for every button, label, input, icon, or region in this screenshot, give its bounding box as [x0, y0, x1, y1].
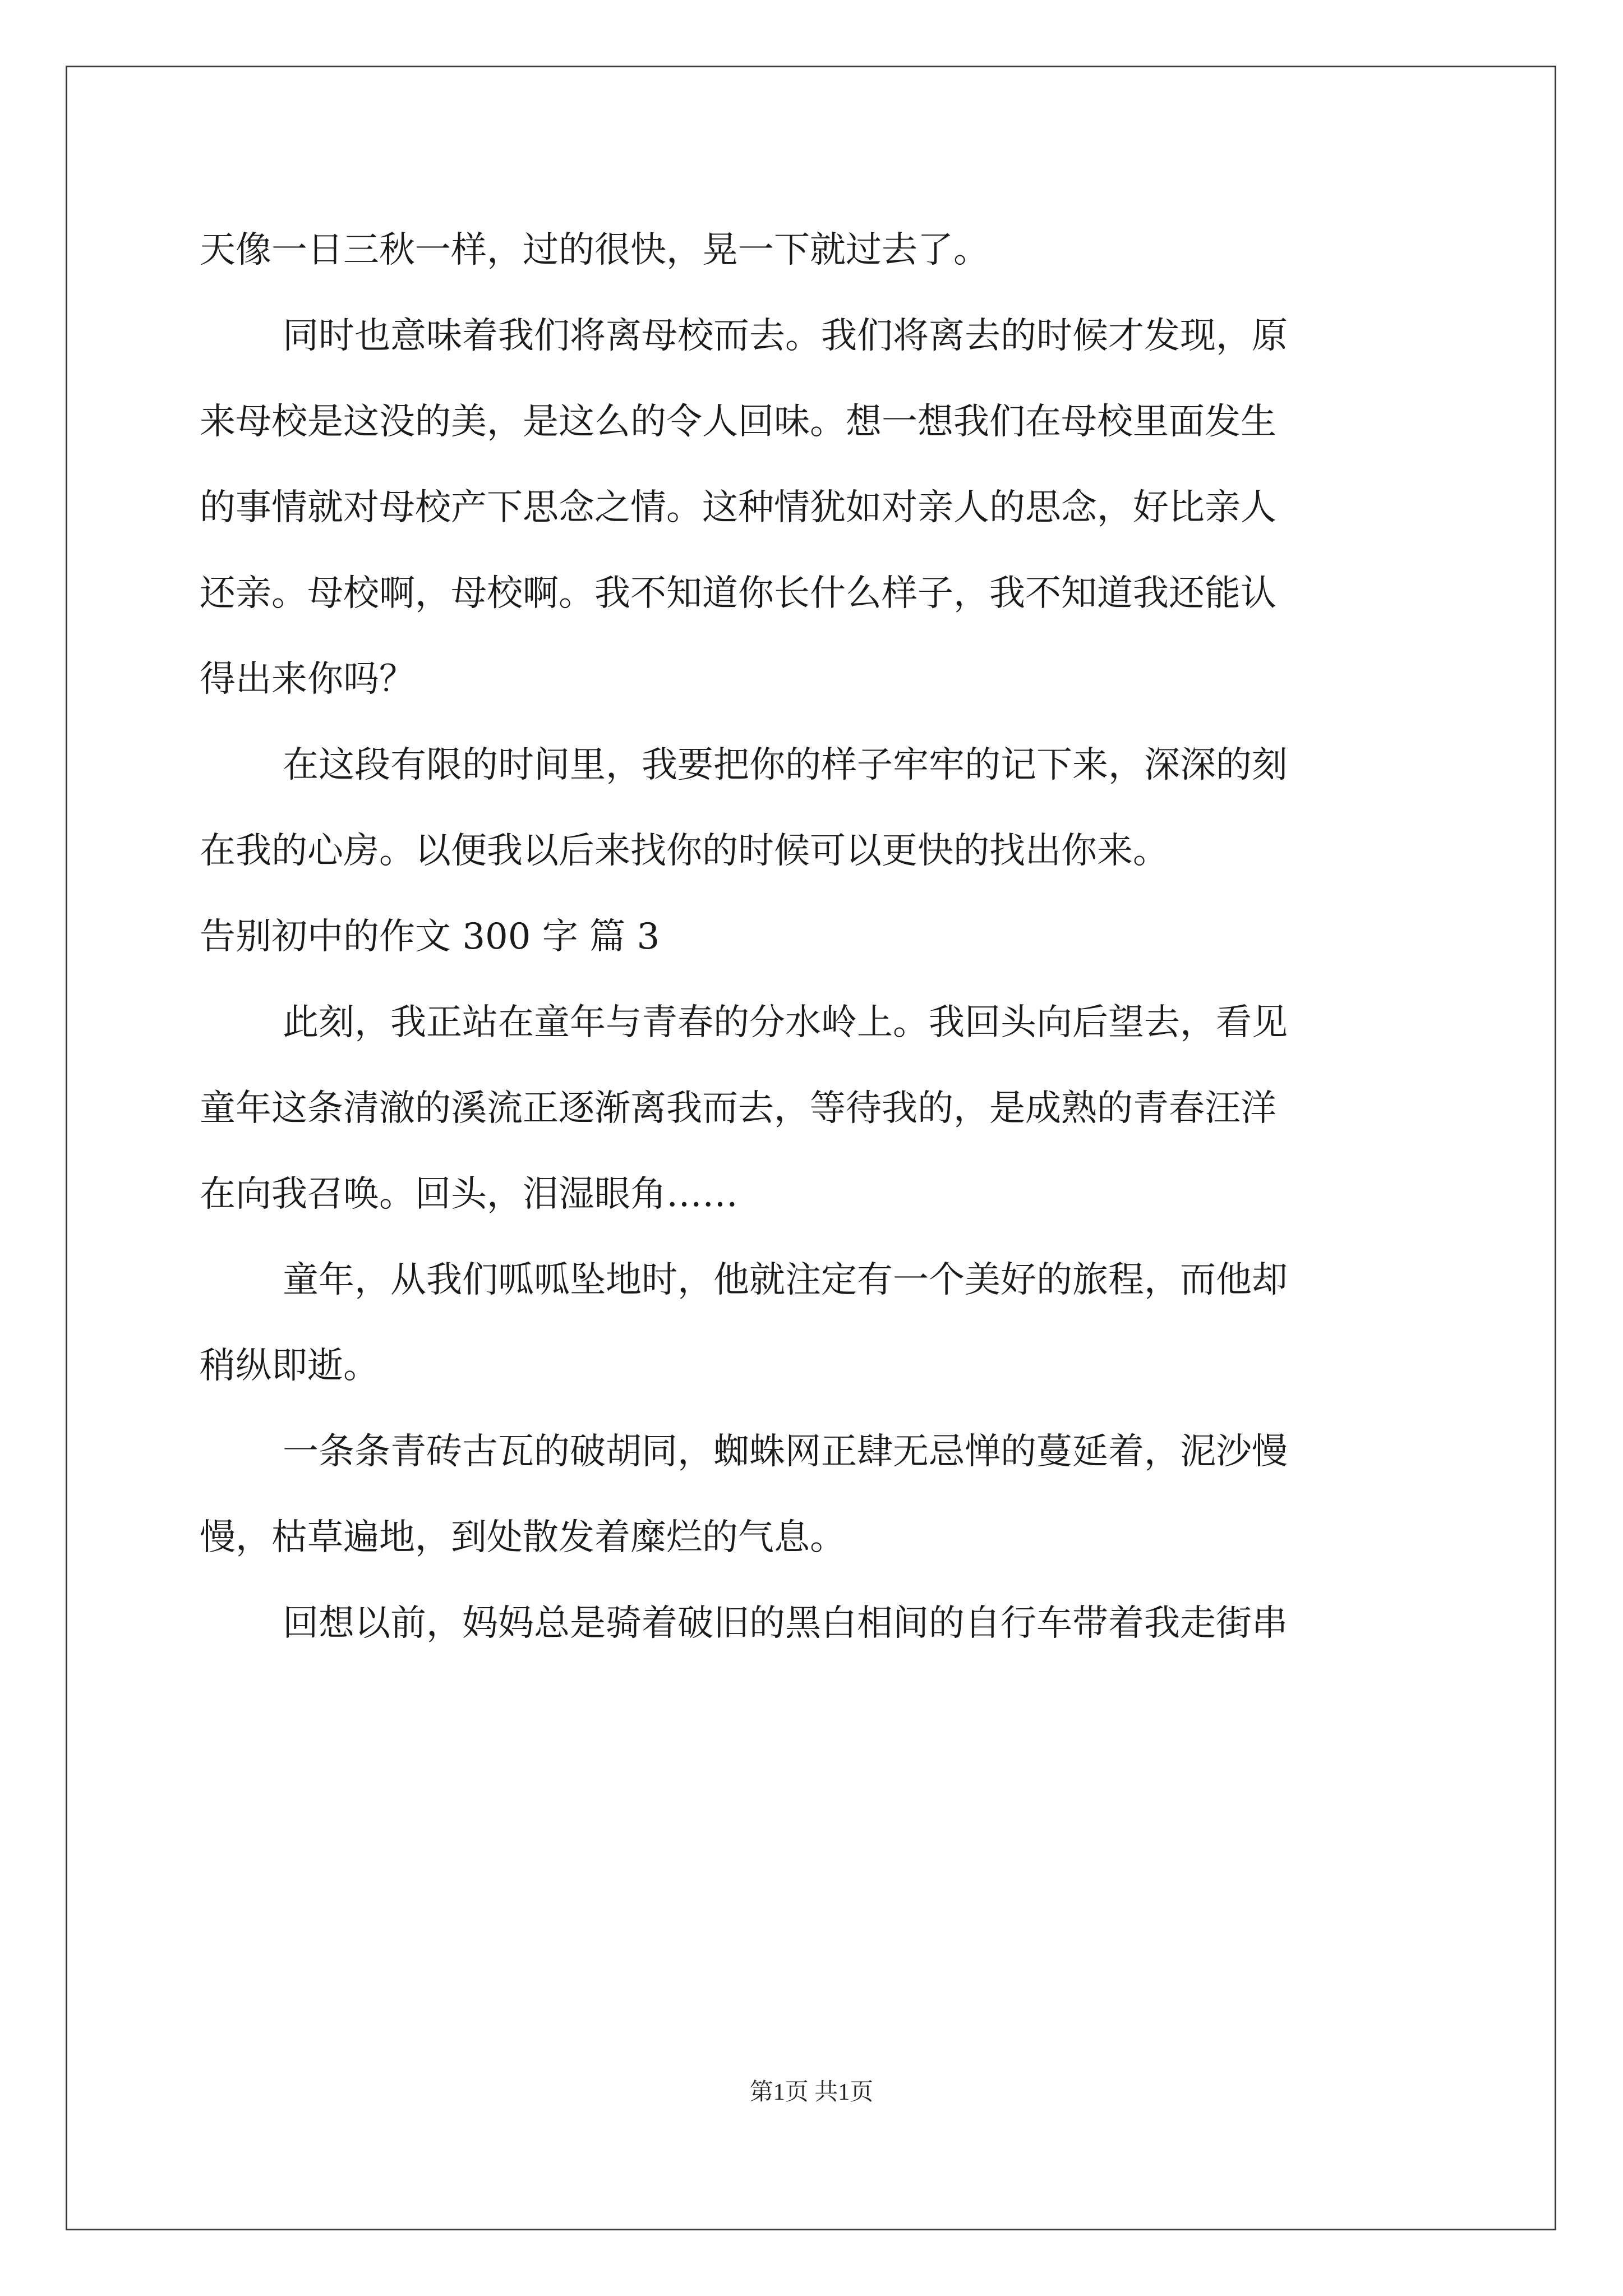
paragraph-line: 回想以前，妈妈总是骑着破旧的黑白相间的自行车带着我走街串 — [283, 1603, 1288, 1644]
paragraph-line: 慢，枯草遍地，到处散发着糜烂的气息。 — [200, 1517, 846, 1558]
paragraph-line: 得出来你吗？ — [200, 659, 415, 700]
paragraph-line: 童年这条清澈的溪流正逐渐离我而去，等待我的，是成熟的青春汪洋 — [200, 1088, 1276, 1129]
paragraph-line: 此刻，我正站在童年与青春的分水岭上。我回头向后望去，看见 — [283, 1002, 1288, 1043]
paragraph-line: 来母校是这没的美，是这么的令人回味。想一想我们在母校里面发生 — [200, 401, 1276, 443]
paragraph-line: 童年，从我们呱呱坠地时，他就注定有一个美好的旅程，而他却 — [283, 1259, 1288, 1301]
paragraph-line: 同时也意味着我们将离母校而去。我们将离去的时候才发现，原 — [283, 315, 1288, 357]
paragraph-line: 在向我召唤。回头，泪湿眼角…… — [200, 1174, 738, 1215]
paragraph-line: 一条条青砖古瓦的破胡同，蜘蛛网正肆无忌惮的蔓延着，泥沙慢 — [283, 1431, 1288, 1473]
page-number-footer: 第1页 共1页 — [749, 2079, 874, 2105]
document-body — [200, 208, 1433, 1667]
paragraph-line: 的事情就对母校产下思念之情。这种情犹如对亲人的思念，好比亲人 — [200, 487, 1276, 528]
section-heading: 告别初中的作文 300 字 篇 3 — [200, 916, 660, 958]
paragraph-line: 稍纵即逝。 — [200, 1345, 379, 1387]
paragraph-line: 还亲。母校啊，母校啊。我不知道你长什么样子，我不知道我还能认 — [200, 573, 1276, 614]
paragraph-line: 在这段有限的时间里，我要把你的样子牢牢的记下来，深深的刻 — [283, 744, 1288, 786]
paragraph-line: 在我的心房。以便我以后来找你的时候可以更快的找出你来。 — [200, 830, 1169, 872]
paragraph-line: 天像一日三秋一样，过的很快，晃一下就过去了。 — [200, 229, 989, 271]
